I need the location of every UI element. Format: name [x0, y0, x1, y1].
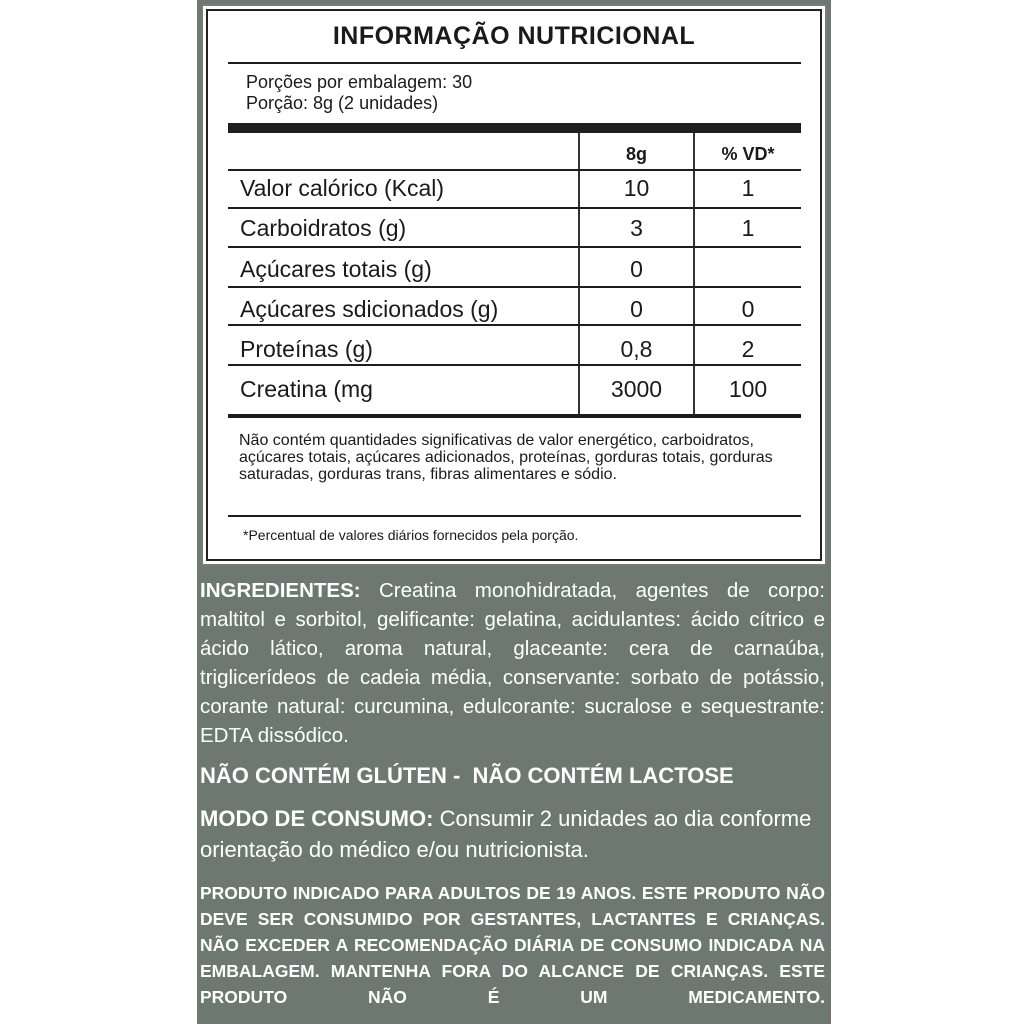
row-label: Valor calórico (Kcal): [240, 175, 445, 201]
row-divider: [228, 364, 801, 366]
ingredients-text: Creatina monohidratada, agentes de corpo: maltitol e sorbitol, gelificante: gelatina, acidulantes: ácido cítrico e ácido lático, aroma natural, glaceante: cera de carnaúba, triglicerídeos de cadeia média, conservante: sorbato de potássio, corante natural: curcumina, edulcorante: sucralose e sequestrante: EDTA dissódico.: [200, 579, 825, 747]
row-dv: 1: [741, 175, 755, 201]
row-amount: 3: [630, 215, 643, 241]
row-label: Açúcares sdicionados (g): [240, 296, 499, 322]
nutrition-note: Não contém quantidades significativas de valor energético, carboidratos, açúcares totais, açúcares adicionados, proteínas, gorduras totais, gorduras saturadas, gorduras trans, fibras alimentares e sódio.: [239, 432, 773, 483]
row-dv: 0: [741, 296, 755, 322]
usage-text: Consumir 2 unidades ao dia conforme orientação do médico e/ou nutricionista.: [200, 806, 812, 862]
row-dv: 1: [741, 215, 755, 241]
row-amount: 0,8: [620, 336, 653, 362]
column-header-amount: 8g: [625, 144, 647, 164]
warning-text: PRODUTO INDICADO PARA ADULTOS DE 19 ANOS. ESTE PRODUTO NÃO DEVE SER CONSUMIDO POR GESTANTES, LACTANTES E CRIANÇAS. NÃO EXCEDER A RECOMENDAÇÃO DIÁRIA DE CONSUMO INDICADA NA EMBALAGEM. MANTENHA FORA DO ALCANCE DE CRIANÇAS. ESTE PRODUTO NÃO É UM MEDICAMENTO.: [200, 883, 825, 1007]
allergen-statement: NÃO CONTÉM GLÚTEN - NÃO CONTÉM LACTOSE: [200, 763, 734, 788]
row-label: Creatina (mg: [240, 376, 373, 402]
usage-heading: MODO DE CONSUMO:: [200, 806, 434, 831]
nutrition-title: INFORMAÇÃO NUTRICIONAL: [332, 22, 696, 50]
divider: [228, 515, 801, 517]
row-divider: [228, 207, 801, 209]
row-divider: [228, 169, 801, 171]
row-dv: 100: [728, 376, 768, 402]
row-divider: [228, 246, 801, 248]
column-header-dv: % VD*: [721, 144, 775, 164]
nutrition-footnote: *Percentual de valores diários fornecidos pela porção.: [243, 527, 579, 543]
usage-instructions: [200, 803, 825, 865]
serving-size: Porção: 8g (2 unidades): [246, 93, 439, 113]
row-dv: 2: [741, 336, 755, 362]
row-label: Açúcares totais (g): [240, 256, 432, 282]
row-label: Proteínas (g): [240, 336, 373, 362]
ingredients-heading: INGREDIENTES:: [200, 579, 361, 602]
row-divider: [228, 286, 801, 288]
row-amount: 3000: [610, 376, 663, 402]
servings-per-package: Porções por embalagem: 30: [246, 72, 473, 92]
row-amount: 10: [623, 175, 650, 201]
thick-divider: [228, 414, 801, 418]
row-divider: [228, 324, 801, 326]
divider: [228, 62, 801, 64]
thick-divider: [228, 123, 801, 133]
row-label: Carboidratos (g): [240, 215, 407, 241]
row-amount: 0: [630, 256, 643, 282]
ingredients: [200, 576, 825, 750]
row-amount: 0: [630, 296, 643, 322]
